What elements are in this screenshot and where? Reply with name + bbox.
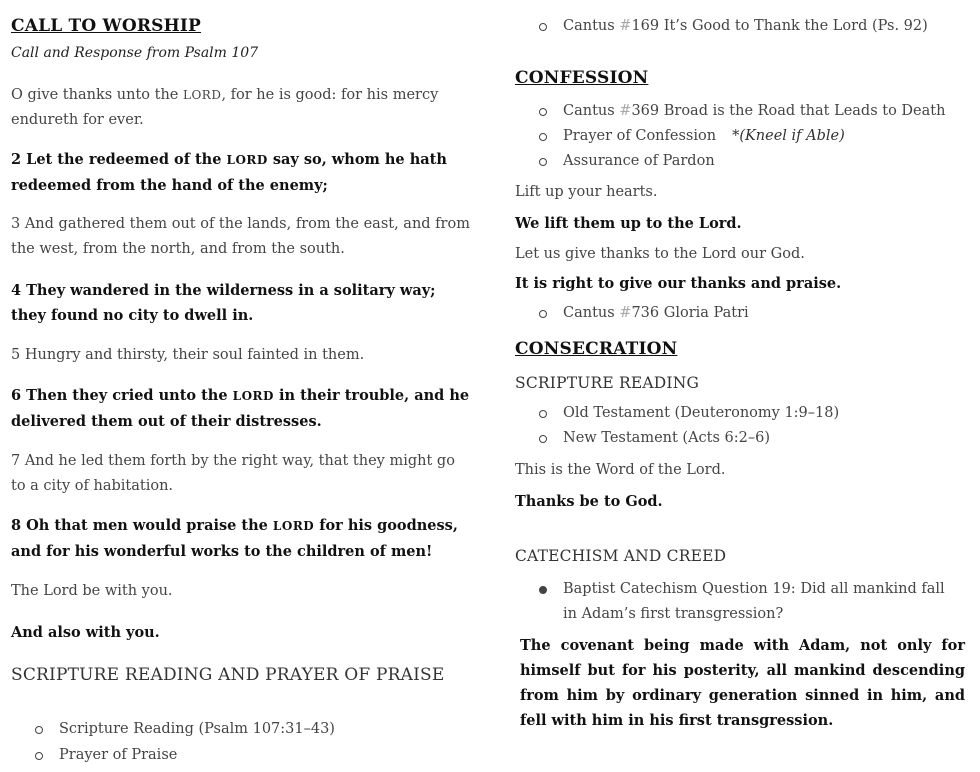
hollow-bullet-icon (539, 133, 547, 141)
call-subtitle: Call and Response from Psalm 107 (11, 45, 259, 61)
verse-1-pre: O give thanks unto the (11, 87, 183, 103)
lord-small-caps: LORD (272, 519, 315, 533)
verse-4: 4 They wandered in the wilderness in a solitary way; they found no city to dwell in. (11, 282, 436, 324)
list-item-prayer-of-praise: Prayer of Praise (11, 743, 177, 768)
list-item-cantus-736: Cantus #736 Gloria Patri (515, 301, 749, 326)
lift-response: We lift them up to the Lord. (515, 215, 742, 232)
catechism-answer: The covenant being made with Adam, not only for himself but for his posterity, all mankind descending from him by ordinary generation sinned in him, and fell with him in his first transgression. (520, 637, 965, 729)
lord-small-caps: LORD (182, 88, 222, 102)
verse-5: 5 Hungry and thirsty, their soul fainted in them. (11, 347, 365, 363)
list-item-catechism-question: Baptist Catechism Question 19: Did all mankind fall in Adam’s first transgression? (515, 577, 967, 627)
list-item-new-testament: New Testament (Acts 6:2–6) (515, 426, 770, 451)
lord-small-caps: LORD (232, 389, 274, 403)
catechism-heading: CATECHISM AND CREED (515, 547, 727, 565)
call-to-worship-heading: CALL TO WORSHIP (11, 16, 202, 36)
hollow-bullet-icon (539, 158, 547, 166)
hollow-bullet-icon (539, 410, 547, 418)
confession-heading: CONFESSION (515, 68, 649, 88)
verse-2-post: say so, whom he hath redeemed from the hand of the enemy; (11, 151, 447, 194)
list-item-old-testament: Old Testament (Deuteronomy 1:9–18) (515, 401, 839, 426)
word-response: Thanks be to God. (515, 493, 663, 510)
verse-3: 3 And gathered them out of the lands, from the east, and from the west, from the north, and from the south. (11, 216, 470, 257)
hollow-bullet-icon (539, 435, 547, 443)
hollow-bullet-icon (539, 310, 547, 318)
filled-bullet-icon (539, 586, 547, 594)
verse-1 (11, 83, 471, 133)
give-thanks: Let us give thanks to the Lord our God. (515, 246, 805, 262)
thanks-response: It is right to give our thanks and praise. (515, 275, 842, 292)
greeting-response: And also with you. (11, 624, 160, 641)
list-item-cantus-169: Cantus #169 It’s Good to Thank the Lord (Ps. 92) (515, 14, 928, 39)
verse-2 (11, 147, 471, 198)
greeting: The Lord be with you. (11, 583, 173, 599)
verse-2-pre: 2 Let the redeemed of the (11, 151, 227, 168)
scripture-reading-heading: SCRIPTURE READING (515, 374, 700, 392)
scripture-praise-heading: SCRIPTURE READING AND PRAYER OF PRAISE (11, 665, 445, 685)
verse-8 (11, 513, 471, 564)
lord-small-caps: LORD (226, 153, 268, 167)
verse-8-post: for his goodness, and for his wonderful works to the children of men! (11, 517, 458, 560)
hollow-bullet-icon (35, 726, 43, 734)
verse-6-post: in their trouble, and he delivered them out of their distresses. (11, 387, 470, 430)
list-item-scripture-reading: Scripture Reading (Psalm 107:31–43) (11, 717, 335, 742)
hollow-bullet-icon (539, 108, 547, 116)
verse-6 (11, 383, 471, 434)
verse-1-post: , for he is good: for his mercy endureth for ever. (11, 87, 439, 128)
list-item-prayer-of-confession: Prayer of Confession *(Kneel if Able) (515, 124, 845, 149)
verse-6-pre: 6 Then they cried unto the (11, 387, 233, 404)
consecration-heading: CONSECRATION (515, 339, 678, 359)
lift-up: Lift up your hearts. (515, 184, 658, 200)
word-of-lord: This is the Word of the Lord. (515, 462, 726, 478)
list-item-assurance-of-pardon: Assurance of Pardon (515, 149, 715, 174)
verse-7: 7 And he led them forth by the right way, that they might go to a city of habitation. (11, 453, 455, 494)
kneel-note: *(Kneel if Able) (732, 128, 845, 144)
list-item-cantus-369: Cantus #369 Broad is the Road that Leads to Death (515, 99, 945, 124)
hollow-bullet-icon (539, 23, 547, 31)
verse-8-pre: 8 Oh that men would praise the (11, 517, 273, 534)
hollow-bullet-icon (35, 752, 43, 760)
